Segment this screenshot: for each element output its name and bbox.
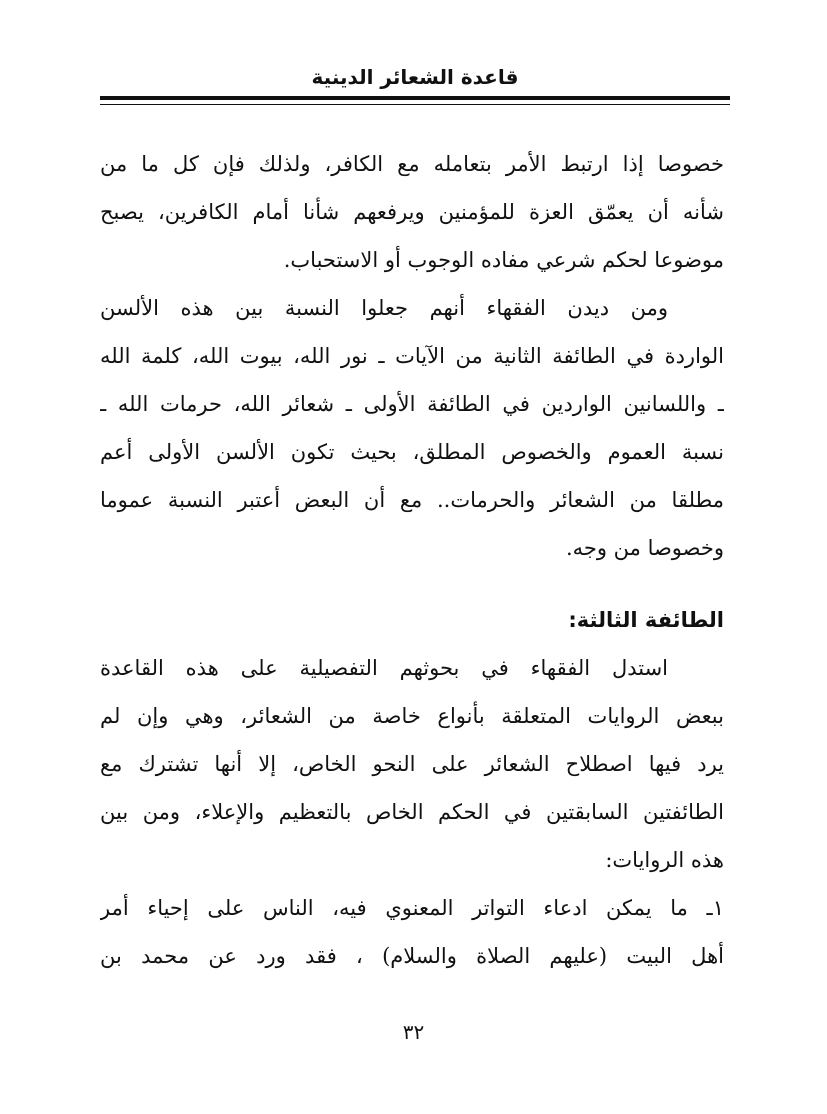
section-gap (100, 572, 724, 596)
text-line: هذه الروايات: (605, 848, 724, 872)
text-line: استدل الفقهاء في بحوثهم التفصيلية على هذه القاعدة (100, 656, 668, 680)
paragraph-numbered-item (100, 884, 724, 980)
text-line: وخصوصا من وجه. (565, 536, 724, 560)
paragraph-ratio (100, 284, 724, 572)
header-rule-thin (100, 104, 730, 105)
paragraph-continuation (100, 140, 724, 284)
text-line: ١ـ ما يمكن ادعاء التواتر المعنوي فيه، الناس على إحياء أمر (100, 896, 724, 920)
text-line: الطائفتين السابقتين في الحكم الخاص بالتعظيم والإعلاء، ومن بين (100, 800, 724, 824)
page-number: ٣٢ (402, 1020, 425, 1044)
text-line: يرد فيها اصطلاح الشعائر على النحو الخاص، إلا أنها تشترك مع (100, 752, 724, 776)
text-line: ببعض الروايات المتعلقة بأنواع خاصة من الشعائر، وهي وإن لم (100, 704, 724, 728)
text-line: موضوعا لحكم شرعي مفاده الوجوب أو الاستحباب. (283, 248, 724, 272)
text-line: مطلقا من الشعائر والحرمات.. مع أن البعض أعتبر النسبة عموما (100, 488, 724, 512)
text-line: ـ واللسانين الواردين في الطائفة الأولى ـ شعائر الله، حرمات الله ـ (100, 392, 724, 416)
text-line: أهل البيت (عليهم الصلاة والسلام) ، فقد ورد عن محمد بن (100, 944, 724, 968)
paragraph-third-group (100, 644, 724, 884)
text-line: شأنه أن يعمّق العزة للمؤمنين ويرفعهم شأنا أمام الكافرين، يصبح (100, 200, 724, 224)
running-header-title: قاعدة الشعائر الدينية (311, 65, 519, 89)
text-line: ومن ديدن الفقهاء أنهم جعلوا النسبة بين هذه الألسن (100, 296, 668, 320)
text-line: الواردة في الطائفة الثانية من الآيات ـ نور الله، بيوت الله، كلمة الله (100, 344, 724, 368)
section-heading: الطائفة الثالثة: (568, 608, 724, 632)
header-rule-thick (100, 96, 730, 100)
text-line: نسبة العموم والخصوص المطلق، بحيث تكون الألسن الأولى أعم (100, 440, 724, 464)
text-line: خصوصا إذا ارتبط الأمر بتعامله مع الكافر، ولذلك فإن كل ما من (100, 152, 724, 176)
page-body (100, 140, 724, 980)
